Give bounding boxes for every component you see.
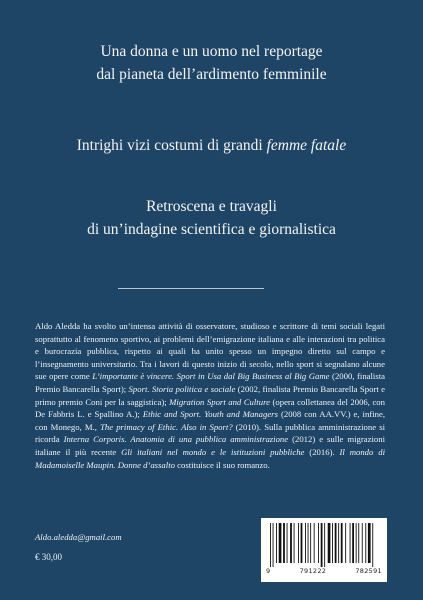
bio-title: L’importante è vincere. Sport in Usa dal Big Business al Big Game — [92, 371, 330, 382]
divider-line — [118, 288, 264, 289]
bio-title: Ethic and Sport. Youth and Managers — [142, 409, 278, 420]
tagline-retroscena — [0, 195, 423, 241]
barcode-bar — [368, 523, 371, 563]
barcode-bar — [294, 523, 295, 563]
barcode-bar — [345, 523, 346, 563]
barcode-bar — [287, 523, 288, 563]
tagline-line: Una donna e un uomo nel reportage — [100, 43, 323, 60]
barcode-digit-prefix: 9 — [266, 567, 271, 575]
barcode-bar — [273, 523, 274, 567]
barcode-bar — [270, 523, 271, 567]
barcode-bar — [318, 523, 319, 563]
barcode-bar — [372, 523, 373, 567]
isbn-barcode — [261, 518, 387, 582]
tagline-italic: femme fatale — [266, 137, 347, 154]
barcode-bar — [305, 523, 306, 563]
bio-text: (2012) e sulle migrazioni italiane il più recente — [35, 434, 386, 457]
bio-title: Il mondo di Madamoiselle Maupin. Donne d’assalto — [35, 446, 386, 470]
barcode-bar — [365, 523, 366, 563]
barcode-bar — [301, 523, 303, 563]
barcode-digits-left: 791222 — [299, 567, 327, 575]
barcode-bar — [350, 523, 351, 563]
barcode-bar — [308, 523, 309, 563]
barcode-bar — [314, 523, 315, 563]
tagline-reportage — [0, 40, 423, 86]
bio-text: (2002, finalista Premio Bancarella Sport e primo premio Coni per la saggistica); — [35, 383, 385, 407]
barcode-bar — [283, 523, 285, 563]
barcode-bar — [358, 523, 359, 563]
bio-text: Aldo Aledda ha svolto un’intensa attività di osservatore, studioso e scrittore di temi sociali legati soprattutto al fenomeno sportivo, ai problemi dell’emigrazione italiana e alle interazioni tra politica e burocrazia pubblica, rispetto ai quali ha unito spesso un impegno diretto sul campo e l’insegnamento universitario. Tra i lavori di questo inizio di secolo, nello sport si segnalano alcune sue opere come — [35, 321, 385, 382]
barcode-bar — [341, 523, 343, 563]
barcode-bar — [335, 523, 337, 563]
barcode-bar — [332, 523, 333, 563]
barcode-bar — [310, 523, 311, 563]
barcode-bar — [328, 523, 331, 563]
barcode-bar — [338, 523, 339, 563]
bio-text: (2016). — [304, 446, 340, 457]
bio-title: Gli italiani nel mondo e le istituzioni pubbliche — [121, 446, 305, 457]
tagline-line: di un’indagine scientifica e giornalistica — [87, 221, 336, 238]
bio-paragraph — [35, 320, 385, 471]
tagline-intrighi — [0, 134, 423, 157]
bio-title: Interna Corporis. Anatomia di una pubblica amministrazione — [63, 434, 289, 445]
barcode-bar — [279, 523, 282, 563]
barcode-bar — [352, 523, 354, 563]
barcode-bar — [290, 523, 292, 563]
barcode-bar — [276, 523, 277, 563]
bio-text: (opera collettanea del 2006, con De Fabbris L. e Spallino A.); — [35, 396, 385, 420]
barcode-number — [266, 567, 382, 575]
author-bio — [35, 320, 385, 471]
bio-title: Migration Sport and Culture — [169, 396, 270, 407]
author-email: Aldo.aledda@gmail.com — [35, 532, 122, 542]
price-label: € 30,00 — [35, 552, 62, 562]
bio-text: (2010). Sulla pubblica amministrazione si ricorda — [35, 421, 385, 445]
tagline-line: dal pianeta dell’ardimento femminile — [96, 66, 327, 83]
tagline-line: Retroscena e travagli — [146, 198, 277, 215]
barcode-bar — [321, 523, 323, 567]
barcode-bar — [362, 523, 363, 563]
bio-title: The primacy of Ethic. Also in Sport? — [100, 421, 233, 432]
bio-text: (2008 con AA.VV.) e, infine, con Monego, M., — [35, 409, 385, 432]
bio-text: costituisce il suo romanzo. — [174, 459, 270, 470]
barcode-digits-right: 782591 — [355, 567, 382, 575]
barcode-bar — [324, 523, 325, 567]
bio-text: (2000, finalista Premio Bancarella Sport); — [35, 371, 385, 394]
tagline-text: Intrighi vizi costumi di grandi — [76, 137, 267, 154]
barcode-bar — [298, 523, 299, 563]
bio-title: Sport. Storia politica e sociale — [128, 383, 236, 394]
barcode-bar — [356, 523, 357, 563]
barcode-bars — [268, 523, 380, 567]
